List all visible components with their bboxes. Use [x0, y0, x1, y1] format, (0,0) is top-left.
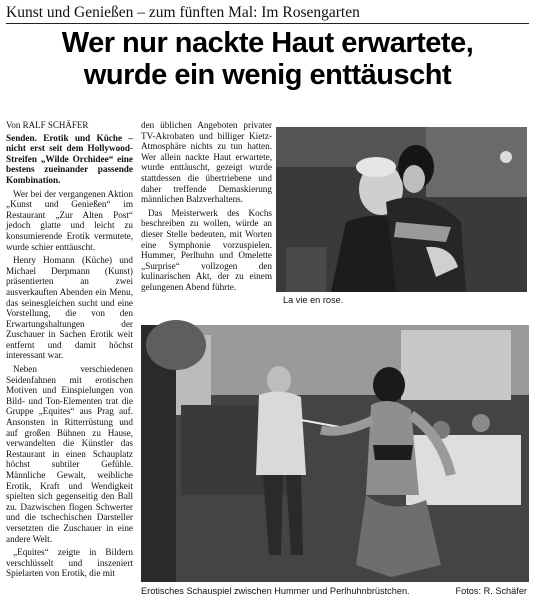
paragraph: den üblichen Angeboten privater TV-Akrobaten und billiger Kietz-Atmosphäre nichts zu tun hatten. Wer allein nackte Haut erwartete, wurde enttäuscht, gezeigt wurde stattdessen die übertriebene und daher treffende Demaskierung männlichen Balzverhaltens. [141, 120, 272, 205]
kicker: Kunst und Genießen – zum fünften Mal: Im Rosengarten [6, 4, 360, 21]
headline-line-1: Wer nur nackte Haut erwartete, [61, 27, 474, 59]
byline: Von RALF SCHÄFER [6, 120, 89, 130]
photo1-caption: La vie en rose. [283, 295, 344, 305]
kicker-rule [6, 23, 529, 24]
article-column-2 [141, 120, 272, 296]
paragraph: „Equites“ zeigte in Bildern verschlüsselt und inszeniert Spielarten von Erotik, die mit [6, 547, 133, 579]
photo2-caption: Erotisches Schauspiel zwischen Hummer und Perlhuhnbrüstchen. [141, 586, 410, 596]
lead-paragraph: Senden. Erotik und Küche – nicht erst seit dem Hollywood-Streifen „Wilde Orchidee“ eine bestens zueinander passende Kombination. [6, 132, 133, 185]
headline-line-2: wurde ein wenig enttäuscht [83, 59, 452, 91]
photo-performance [141, 325, 529, 582]
photo-couple [276, 127, 527, 292]
paragraph: Das Meisterwerk des Kochs beschreiben zu wollen, würde an dieser Stelle bedeuten, mit Worten eine Symphonie vorzuspielen. Hummer, Perlhuhn und Omelette „Surprise“ vollzogen den kulinarischen Akt, der zu einem gelungenen Abend führte. [141, 207, 272, 292]
paragraph: Wer bei der vergangenen Aktion „Kunst und Genießen“ im Restaurant „Zur Alten Post“ jedoch glatte und leicht zu konsumierende Erotik vermutete, wurde schier enttäuscht. [6, 188, 133, 252]
paragraph: Neben verschiedenen Seidenfahnen mit erotischen Motiven und Einspielungen von Bild- und Ton-Elementen trat die Gruppe „Equites“ aus Prag auf. Ansonsten in Ritterrüstung und auf großen Bühnen zu Hause, verwandelten die Künstler das Restaurant in einen Schauplatz höchst subtiler Gefühle. Männliche Gewalt, weibliche Erotik, Kraft und Wendigkeit spielten sich gegenseitig den Ball zu. Dazwischen flogen Schwerter und die tschechischen Darsteller versetzten die Zuschauer in eine andere Welt. [6, 364, 133, 544]
photo-credit: Fotos: R. Schäfer [455, 586, 527, 596]
headline [4, 27, 531, 91]
paragraph: Henry Homann (Küche) und Michael Derpmann (Kunst) präsentierten an zwei ausverkauften Abenden ein Menu, das seinesgleichen sucht und eine Vorstellung, die von den Erwartungshaltungen der Zuschauer in Sachen Erotik weit entfernt und damit höchst interessant war. [6, 255, 133, 361]
article-column-1 [6, 120, 133, 579]
